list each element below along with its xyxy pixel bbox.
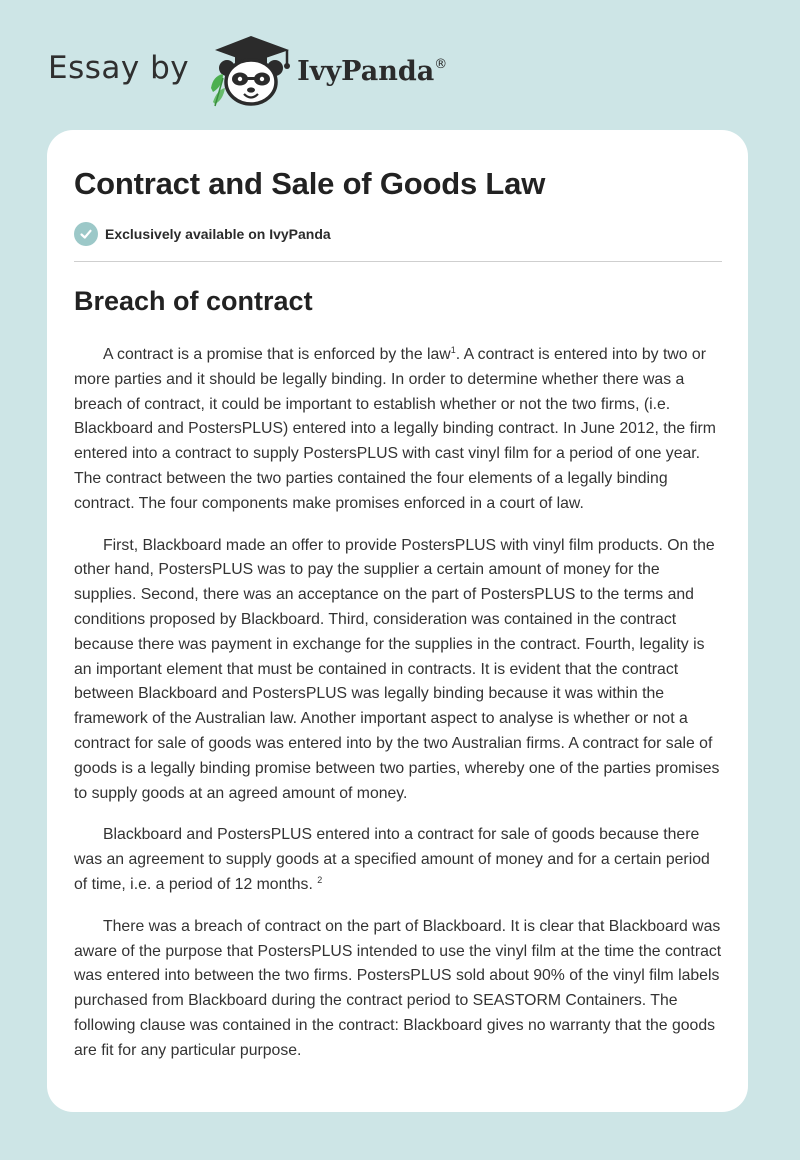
brand-prefix: Essay by	[48, 50, 190, 86]
brand-name[interactable]: IvyPanda®	[297, 55, 448, 87]
article-body	[74, 343, 724, 1081]
site-header	[48, 30, 447, 110]
panda-logo-icon[interactable]	[207, 30, 299, 110]
paragraph: Blackboard and PostersPLUS entered into a contract for sale of goods because there was an agreement to supply goods at a specified amount of money and for a certain period of time, i.e. a period of 12 months. $^2$	[74, 826, 710, 893]
paragraph: A contract is a promise that is enforced by the law$^1$. A contract is entered into by two or more parties and it should be legally binding. In order to determine whether there was a breach of contract, it could be important to establish whether or not the two firms, (i.e. Blackboard and PostersPLUS) entered into a legally binding contract. In June 2012, the firm entered into a contract to supply PostersPLUS with cast vinyl film for a period of one year. The contract between the two parties contained the four elements of a legally binding contract. The four components make promises enforced in a court of law.	[74, 345, 716, 512]
exclusive-label: Exclusively available on IvyPanda	[105, 226, 331, 242]
paragraph: There was a breach of contract on the part of Blackboard. It is clear that Blackboard was aware of the purpose that PostersPLUS intended to use the vinyl film at the time the contract was entered into between the two firms. PostersPLUS sold about 90% of the vinyl film labels purchased from Blackboard during the contract period to SEASTORM Containers. The following clause was contained in the contract: Blackboard gives no warranty that the goods are fit for any particular purpose.	[74, 917, 722, 1059]
footnote-ref[interactable]: 2	[317, 874, 323, 885]
article-card	[47, 130, 748, 1112]
section-heading: Breach of contract	[74, 286, 313, 316]
checkmark-icon	[74, 222, 98, 246]
footnote-ref[interactable]: 1	[450, 345, 456, 355]
registered-mark: ®	[434, 56, 448, 72]
paragraph: First, Blackboard made an offer to provide PostersPLUS with vinyl film products. On the other hand, PostersPLUS was to pay the supplier a certain amount of money for the supplies. Second, there was an acceptance on the part of PostersPLUS to the terms and conditions proposed by Blackboard. Third, consideration was contained in the contract because there was payment in exchange for the supplies in the contract. Fourth, legality is an important element that must be contained in contracts. It is evident that the contract between Blackboard and PostersPLUS was legally binding because it was within the framework of the Australian law. Another important aspect to analyse is whether or not a contract for sale of goods was entered into by the two Australian firms. A contract for sale of goods is a legally binding promise between two parties, whereby one of the parties promises to supply goods at an agreed amount of money.	[74, 536, 720, 802]
exclusive-badge	[74, 222, 331, 246]
page-title: Contract and Sale of Goods Law	[74, 166, 546, 201]
title-divider	[74, 261, 722, 262]
